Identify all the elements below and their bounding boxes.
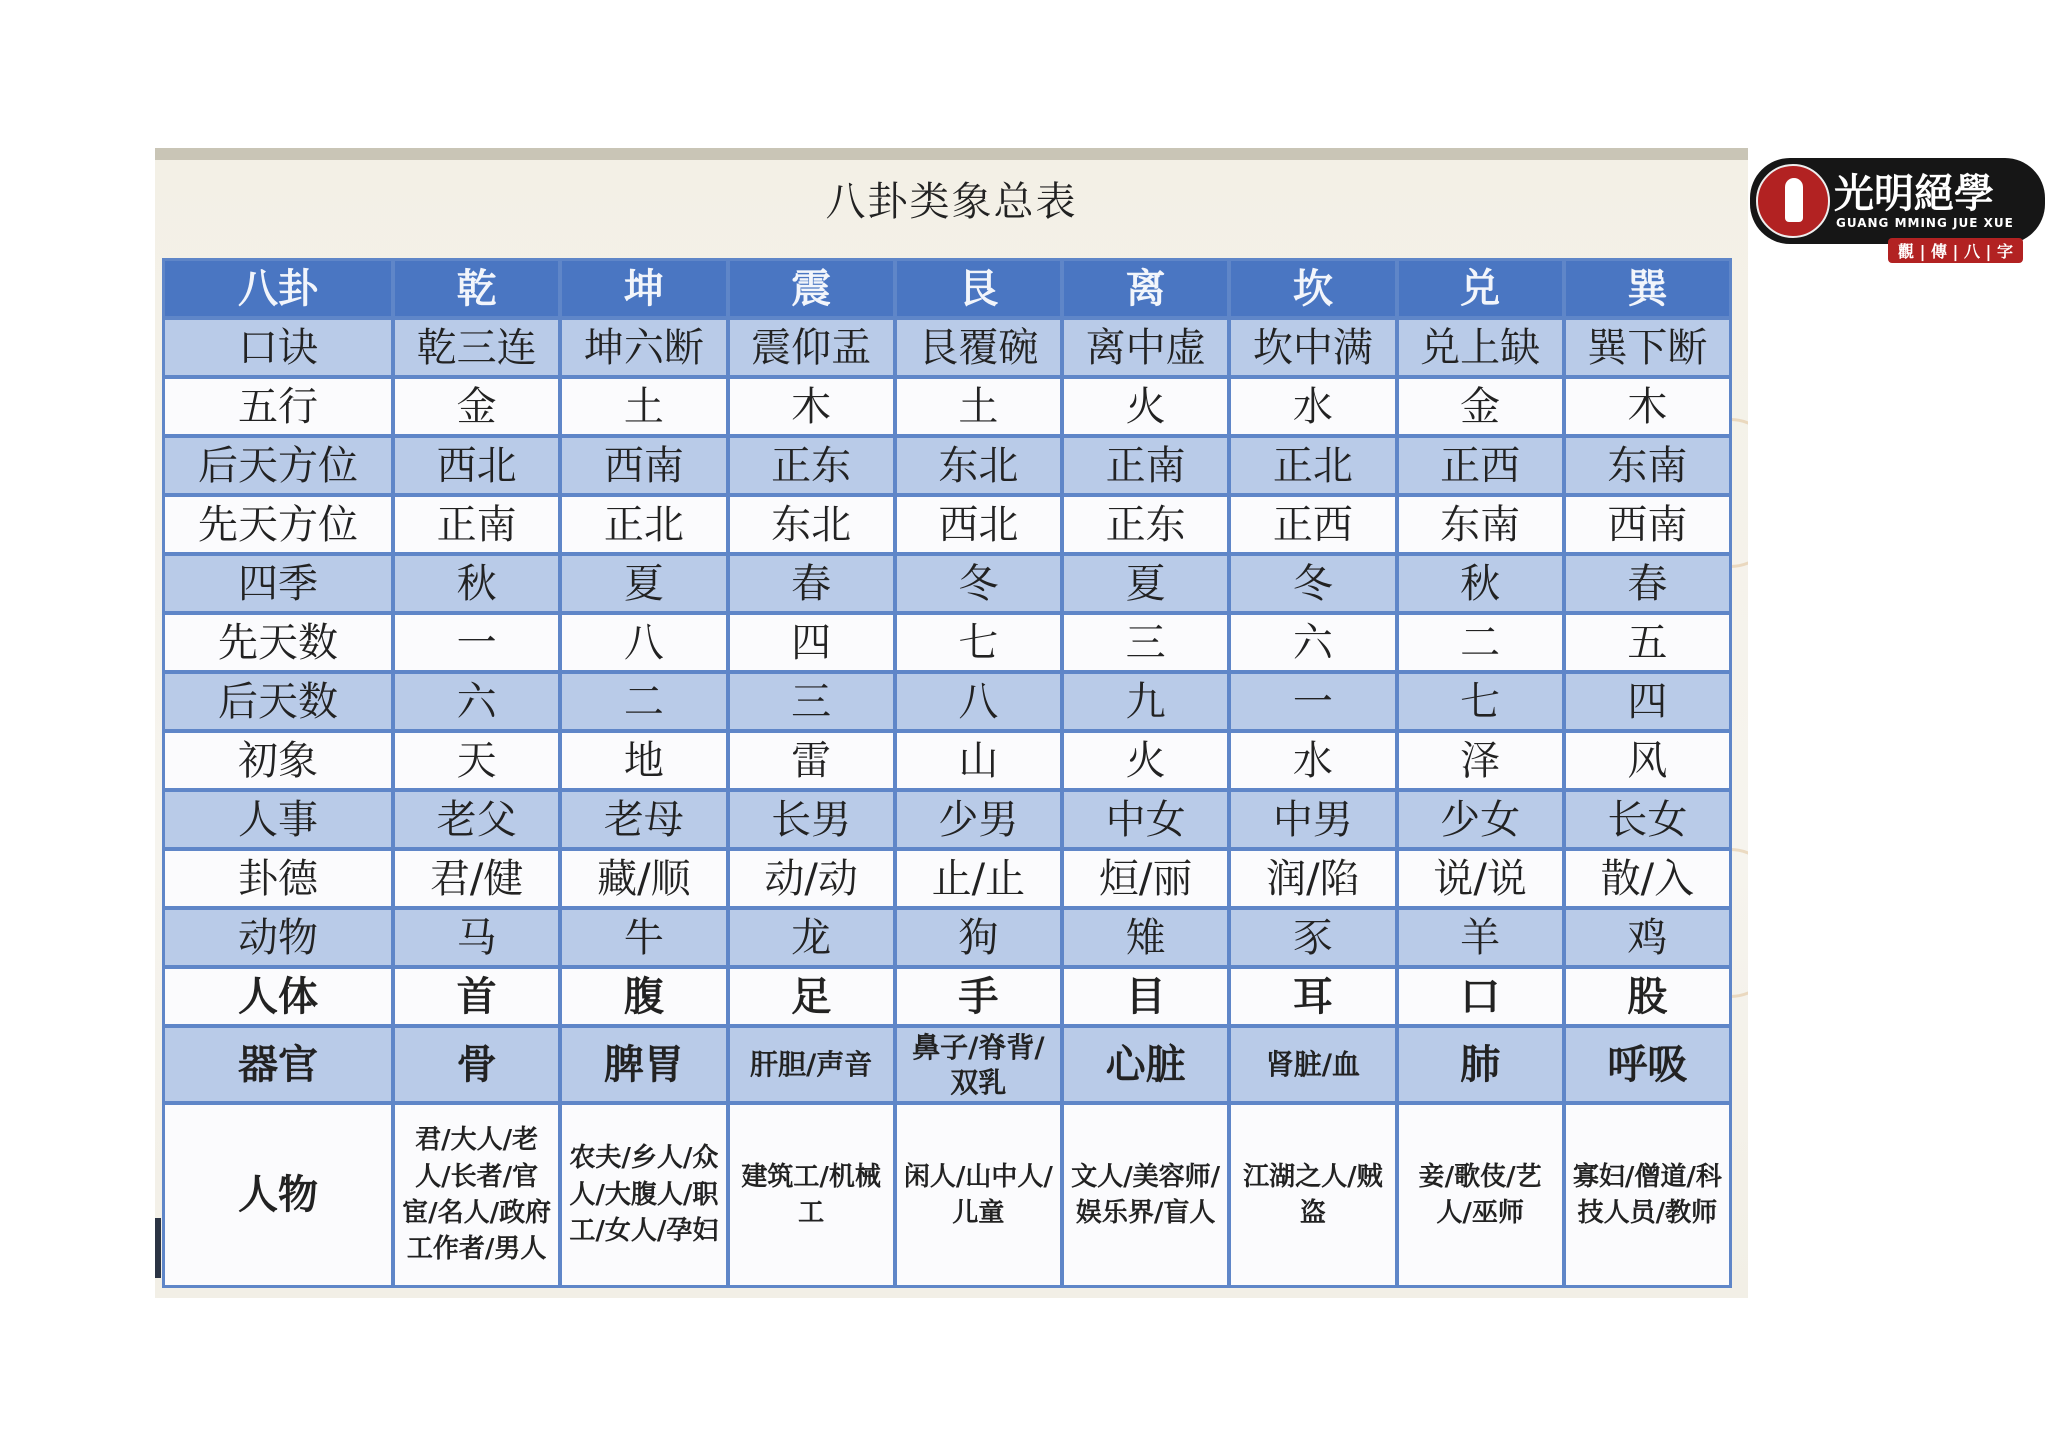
- row-label: 口诀: [165, 320, 391, 375]
- table-cell: 泽: [1399, 733, 1562, 788]
- table-cell: 长男: [730, 792, 893, 847]
- header-cell: 乾: [395, 261, 558, 316]
- table-cell: 天: [395, 733, 558, 788]
- table-cell: 老母: [562, 792, 725, 847]
- table-cell: 八: [897, 674, 1060, 729]
- table-cell: 说/说: [1399, 851, 1562, 906]
- table-cell: 东北: [897, 438, 1060, 493]
- table-cell: 散/入: [1566, 851, 1729, 906]
- table-cell: 东南: [1566, 438, 1729, 493]
- logo-title: 光明絕學: [1834, 170, 1994, 217]
- logo-subtitle: GUANG MMING JUE XUE: [1836, 216, 2014, 230]
- row-label: 四季: [165, 556, 391, 611]
- table-cell: 七: [1399, 674, 1562, 729]
- table-cell: 西南: [562, 438, 725, 493]
- table-cell: 七: [897, 615, 1060, 670]
- table-cell: 秋: [1399, 556, 1562, 611]
- table-cell: 鼻子/脊背/双乳: [897, 1028, 1060, 1101]
- table-cell: 三: [1064, 615, 1227, 670]
- table-title: 八卦类象总表: [825, 179, 1078, 225]
- table-cell: 水: [1231, 379, 1394, 434]
- table-cell: 闲人/山中人/儿童: [897, 1105, 1060, 1285]
- table-cell: 口: [1399, 969, 1562, 1024]
- table-cell: 西北: [395, 438, 558, 493]
- table-cell: 润/陷: [1231, 851, 1394, 906]
- table-cell: 六: [395, 674, 558, 729]
- table-cell: 中男: [1231, 792, 1394, 847]
- table-cell: 四: [730, 615, 893, 670]
- logo-tag: 觀 | 傳 | 八 | 字: [1888, 238, 2023, 263]
- table-cell: 水: [1231, 733, 1394, 788]
- row-label: 人物: [165, 1105, 391, 1285]
- table-cell: 烜/丽: [1064, 851, 1227, 906]
- logo-figure-icon: [1756, 164, 1830, 238]
- table-cell: 肝胆/声音: [730, 1028, 893, 1101]
- table-cell: 目: [1064, 969, 1227, 1024]
- table-cell: 夏: [562, 556, 725, 611]
- table-cell: 火: [1064, 733, 1227, 788]
- table-cell: 藏/顺: [562, 851, 725, 906]
- slide-edge-mark: [155, 1218, 161, 1278]
- table-cell: 冬: [1231, 556, 1394, 611]
- table-cell: 龙: [730, 910, 893, 965]
- table-cell: 长女: [1566, 792, 1729, 847]
- header-cell: 离: [1064, 261, 1227, 316]
- table-cell: 夏: [1064, 556, 1227, 611]
- table-cell: 木: [1566, 379, 1729, 434]
- table-cell: 少男: [897, 792, 1060, 847]
- row-label: 初象: [165, 733, 391, 788]
- row-label: 后天数: [165, 674, 391, 729]
- header-cell: 坤: [562, 261, 725, 316]
- table-cell: 金: [395, 379, 558, 434]
- table-cell: 耳: [1231, 969, 1394, 1024]
- table-cell: 西南: [1566, 497, 1729, 552]
- table-cell: 肺: [1399, 1028, 1562, 1101]
- table-cell: 君/健: [395, 851, 558, 906]
- table-cell: 艮覆碗: [897, 320, 1060, 375]
- table-cell: 八: [562, 615, 725, 670]
- table-cell: 正南: [395, 497, 558, 552]
- brand-logo: [1750, 158, 2045, 244]
- table-cell: 风: [1566, 733, 1729, 788]
- table-cell: 文人/美容师/娱乐界/盲人: [1064, 1105, 1227, 1285]
- table-cell: 离中虚: [1064, 320, 1227, 375]
- table-cell: 正西: [1231, 497, 1394, 552]
- row-label: 后天方位: [165, 438, 391, 493]
- table-cell: 九: [1064, 674, 1227, 729]
- table-cell: 豕: [1231, 910, 1394, 965]
- table-cell: 正北: [562, 497, 725, 552]
- header-cell: 巽: [1566, 261, 1729, 316]
- header-cell: 八卦: [165, 261, 391, 316]
- table-cell: 四: [1566, 674, 1729, 729]
- table-cell: 首: [395, 969, 558, 1024]
- table-cell: 腹: [562, 969, 725, 1024]
- table-cell: 狗: [897, 910, 1060, 965]
- table-cell: 寡妇/僧道/科技人员/教师: [1566, 1105, 1729, 1285]
- row-label: 五行: [165, 379, 391, 434]
- table-cell: 一: [395, 615, 558, 670]
- table-cell: 脾胃: [562, 1028, 725, 1101]
- table-cell: 东北: [730, 497, 893, 552]
- table-cell: 木: [730, 379, 893, 434]
- header-cell: 兑: [1399, 261, 1562, 316]
- table-cell: 一: [1231, 674, 1394, 729]
- table-cell: 鸡: [1566, 910, 1729, 965]
- table-cell: 呼吸: [1566, 1028, 1729, 1101]
- table-cell: 秋: [395, 556, 558, 611]
- table-cell: 春: [1566, 556, 1729, 611]
- table-cell: 牛: [562, 910, 725, 965]
- table-cell: 农夫/乡人/众人/大腹人/职工/女人/孕妇: [562, 1105, 725, 1285]
- table-cell: 六: [1231, 615, 1394, 670]
- header-cell: 坎: [1231, 261, 1394, 316]
- table-cell: 雉: [1064, 910, 1227, 965]
- row-label: 器官: [165, 1028, 391, 1101]
- table-cell: 羊: [1399, 910, 1562, 965]
- table-cell: 少女: [1399, 792, 1562, 847]
- table-cell: 正北: [1231, 438, 1394, 493]
- table-cell: 动/动: [730, 851, 893, 906]
- table-cell: 江湖之人/贼盗: [1231, 1105, 1394, 1285]
- table-cell: 骨: [395, 1028, 558, 1101]
- row-label: 动物: [165, 910, 391, 965]
- table-cell: 火: [1064, 379, 1227, 434]
- slide-panel: [155, 148, 1748, 1298]
- table-cell: 东南: [1399, 497, 1562, 552]
- table-cell: 春: [730, 556, 893, 611]
- table-cell: 心脏: [1064, 1028, 1227, 1101]
- table-cell: 股: [1566, 969, 1729, 1024]
- row-label: 先天方位: [165, 497, 391, 552]
- table-cell: 坎中满: [1231, 320, 1394, 375]
- table-cell: 正南: [1064, 438, 1227, 493]
- table-cell: 建筑工/机械工: [730, 1105, 893, 1285]
- table-cell: 正西: [1399, 438, 1562, 493]
- table-cell: 中女: [1064, 792, 1227, 847]
- slide-top-bar: [155, 148, 1748, 160]
- table-cell: 土: [897, 379, 1060, 434]
- table-cell: 震仰盂: [730, 320, 893, 375]
- table-cell: 二: [1399, 615, 1562, 670]
- table-cell: 土: [562, 379, 725, 434]
- row-label: 卦德: [165, 851, 391, 906]
- table-cell: 坤六断: [562, 320, 725, 375]
- table-cell: 止/止: [897, 851, 1060, 906]
- table-cell: 冬: [897, 556, 1060, 611]
- table-cell: 肾脏/血: [1231, 1028, 1394, 1101]
- table-cell: 马: [395, 910, 558, 965]
- table-cell: 西北: [897, 497, 1060, 552]
- header-cell: 艮: [897, 261, 1060, 316]
- table-cell: 兑上缺: [1399, 320, 1562, 375]
- table-cell: 君/大人/老人/长者/官宦/名人/政府工作者/男人: [395, 1105, 558, 1285]
- table-cell: 乾三连: [395, 320, 558, 375]
- table-cell: 手: [897, 969, 1060, 1024]
- table-cell: 妾/歌伎/艺人/巫师: [1399, 1105, 1562, 1285]
- table-cell: 正东: [1064, 497, 1227, 552]
- table-cell: 老父: [395, 792, 558, 847]
- table-cell: 金: [1399, 379, 1562, 434]
- table-cell: 巽下断: [1566, 320, 1729, 375]
- bagua-table: [162, 258, 1732, 1288]
- header-cell: 震: [730, 261, 893, 316]
- table-cell: 正东: [730, 438, 893, 493]
- table-cell: 雷: [730, 733, 893, 788]
- row-label: 人体: [165, 969, 391, 1024]
- table-cell: 三: [730, 674, 893, 729]
- table-cell: 二: [562, 674, 725, 729]
- table-cell: 足: [730, 969, 893, 1024]
- table-cell: 地: [562, 733, 725, 788]
- row-label: 先天数: [165, 615, 391, 670]
- row-label: 人事: [165, 792, 391, 847]
- table-cell: 五: [1566, 615, 1729, 670]
- table-cell: 山: [897, 733, 1060, 788]
